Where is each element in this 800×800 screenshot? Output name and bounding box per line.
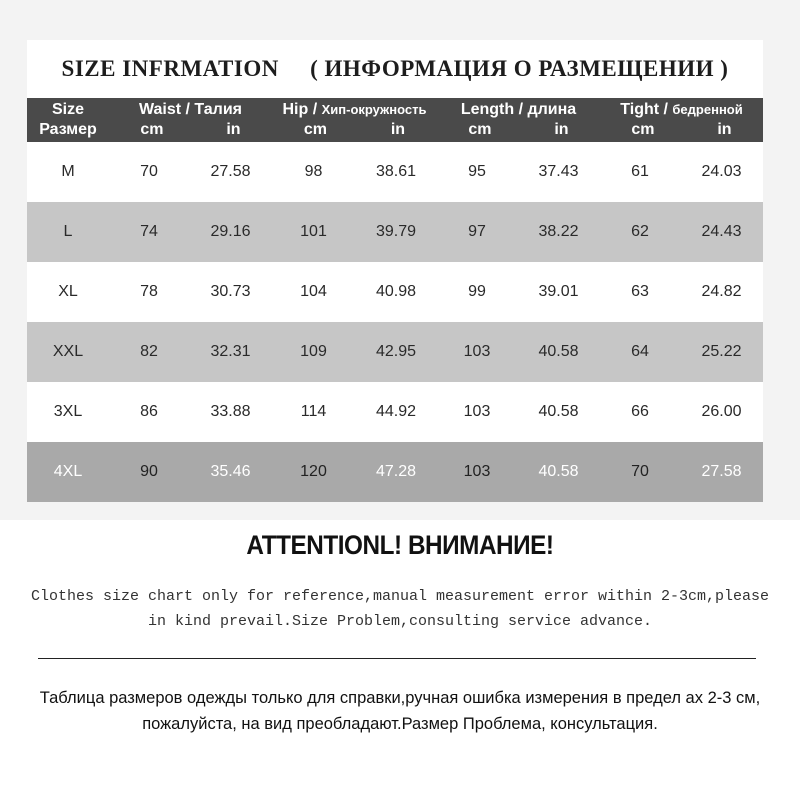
hip-in-cell: 47.28 [355, 442, 437, 502]
size-chart-title: SIZE INFRMATION ( ИНФОРМАЦИЯ О РАЗМЕЩЕНИИ ) [27, 40, 763, 98]
waist-in-cell: 29.16 [189, 202, 272, 262]
length-cm-cell: 97 [437, 202, 517, 262]
header-hip-in: in [390, 121, 406, 138]
hip-in-cell: 42.95 [355, 322, 437, 382]
header-length-label: Length / длина [460, 101, 577, 118]
length-in-cell: 40.58 [517, 382, 600, 442]
length-cm-cell: 103 [437, 442, 517, 502]
hip-in-cell: 40.98 [355, 262, 437, 322]
header-tight-in: in [717, 121, 732, 138]
header-hip-label: Hip / [282, 101, 322, 118]
header-tight-label-ru: бедренной [672, 102, 743, 117]
header-tight-label: Tight / [620, 101, 673, 118]
size-cell: XL [27, 262, 109, 322]
length-in-cell: 39.01 [517, 262, 600, 322]
waist-cm-cell: 74 [109, 202, 189, 262]
length-in-cell: 38.22 [517, 202, 600, 262]
divider [38, 658, 756, 659]
length-cm-cell: 103 [437, 322, 517, 382]
header-size [27, 98, 109, 142]
table-row [27, 202, 763, 262]
attention-heading: ATTENTIONL! ВНИМАНИЕ! [246, 530, 554, 560]
waist-cm-cell: 82 [109, 322, 189, 382]
size-cell: L [27, 202, 109, 262]
table-row [27, 262, 763, 322]
header-length-in: in [554, 121, 569, 138]
hip-cm-cell: 109 [272, 322, 355, 382]
tight-cm-cell: 66 [600, 382, 680, 442]
hip-cm-cell: 104 [272, 262, 355, 322]
header-waist-label: Waist / Талия [138, 101, 243, 118]
tight-cm-cell: 61 [600, 142, 680, 202]
hip-cm-cell: 98 [272, 142, 355, 202]
waist-in-cell: 30.73 [189, 262, 272, 322]
waist-in-cell: 27.58 [189, 142, 272, 202]
tight-cm-cell: 63 [600, 262, 680, 322]
waist-cm-cell: 86 [109, 382, 189, 442]
header-tight [600, 98, 763, 142]
waist-cm-cell: 90 [109, 442, 189, 502]
length-in-cell: 40.58 [517, 442, 600, 502]
tight-in-cell: 26.00 [680, 382, 763, 442]
header-hip-label-ru: Хип-окружность [321, 102, 427, 117]
header-length-cm: cm [468, 121, 492, 138]
size-cell: 4XL [27, 442, 109, 502]
header-size-sublabel: Размер [39, 121, 97, 138]
tight-in-cell: 24.43 [680, 202, 763, 262]
tight-cm-cell: 62 [600, 202, 680, 262]
waist-in-cell: 35.46 [189, 442, 272, 502]
note-english: Clothes size chart only for reference,manual measurement error within 2-3cm,please in kind prevail.Size Problem,consulting service advance. [30, 588, 770, 630]
hip-in-cell: 44.92 [355, 382, 437, 442]
waist-in-cell: 32.31 [189, 322, 272, 382]
header-tight-cm: cm [631, 121, 655, 138]
tight-cm-cell: 70 [600, 442, 680, 502]
length-cm-cell: 95 [437, 142, 517, 202]
header-hip [272, 98, 437, 142]
note-russian: Таблица размеров одежды только для справки,ручная ошибка измерения в предел ах 2-3 см, пожалуйста, на вид преобладают.Размер Проблема, консультация. [39, 689, 761, 733]
table-row [27, 382, 763, 442]
table-header-row [27, 98, 763, 142]
length-cm-cell: 103 [437, 382, 517, 442]
header-waist [109, 98, 272, 142]
length-in-cell: 37.43 [517, 142, 600, 202]
hip-cm-cell: 114 [272, 382, 355, 442]
header-length [437, 98, 600, 142]
header-waist-in: in [226, 121, 241, 138]
tight-cm-cell: 64 [600, 322, 680, 382]
tight-in-cell: 25.22 [680, 322, 763, 382]
waist-cm-cell: 78 [109, 262, 189, 322]
waist-in-cell: 33.88 [189, 382, 272, 442]
size-cell: 3XL [27, 382, 109, 442]
size-table [27, 98, 763, 502]
hip-in-cell: 38.61 [355, 142, 437, 202]
size-cell: XXL [27, 322, 109, 382]
header-size-label: Size [51, 101, 84, 118]
tight-in-cell: 24.03 [680, 142, 763, 202]
table-row [27, 322, 763, 382]
length-cm-cell: 99 [437, 262, 517, 322]
tight-in-cell: 24.82 [680, 262, 763, 322]
hip-cm-cell: 101 [272, 202, 355, 262]
length-in-cell: 40.58 [517, 322, 600, 382]
table-row [27, 442, 763, 502]
hip-in-cell: 39.79 [355, 202, 437, 262]
table-row [27, 142, 763, 202]
waist-cm-cell: 70 [109, 142, 189, 202]
tight-in-cell: 27.58 [680, 442, 763, 502]
header-hip-cm: cm [303, 121, 328, 138]
hip-cm-cell: 120 [272, 442, 355, 502]
header-waist-cm: cm [140, 121, 164, 138]
size-cell: M [27, 142, 109, 202]
